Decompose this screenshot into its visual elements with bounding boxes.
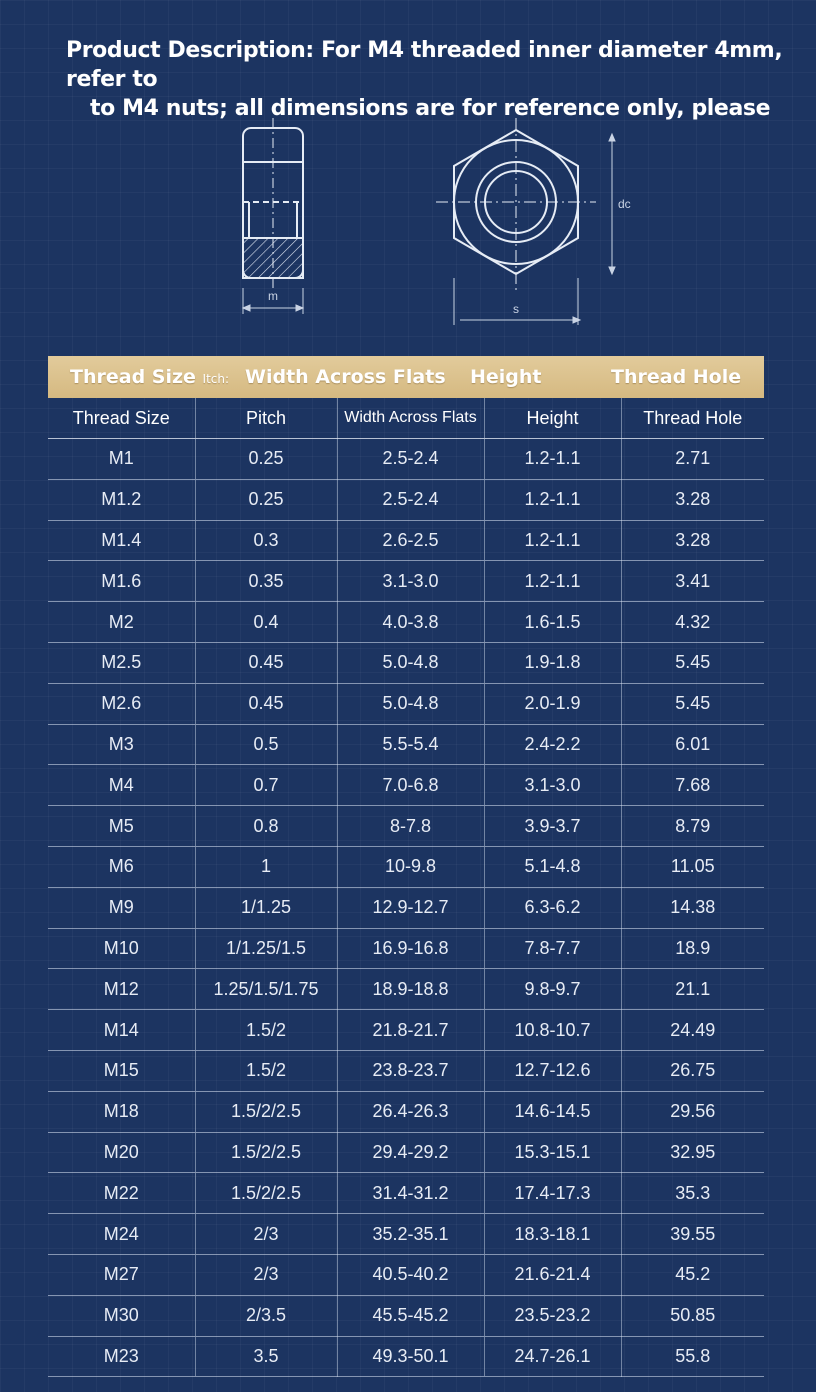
cell-height: 9.8-9.7 — [484, 969, 621, 1010]
diameter-label: dc — [618, 197, 631, 211]
cell-width-across-flats: 5.0-4.8 — [337, 642, 484, 683]
header-width-across-flats: Width Across Flats — [337, 398, 484, 439]
table-row — [48, 1254, 764, 1295]
cell-width-across-flats: 8-7.8 — [337, 806, 484, 847]
header-pitch: Pitch — [195, 398, 337, 439]
cell-height: 23.5-23.2 — [484, 1295, 621, 1336]
table-row — [48, 479, 764, 520]
header-height: Height — [484, 398, 621, 439]
table-row — [48, 765, 764, 806]
cell-pitch: 1/1.25 — [195, 887, 337, 928]
cell-thread-size: M5 — [48, 806, 195, 847]
cell-thread-hole: 5.45 — [621, 642, 764, 683]
cell-thread-hole: 45.2 — [621, 1254, 764, 1295]
cell-pitch: 0.25 — [195, 479, 337, 520]
table-row — [48, 846, 764, 887]
cell-pitch: 1.5/2 — [195, 1010, 337, 1051]
cell-thread-size: M12 — [48, 969, 195, 1010]
cell-height: 7.8-7.7 — [484, 928, 621, 969]
cell-width-across-flats: 29.4-29.2 — [337, 1132, 484, 1173]
cell-height: 17.4-17.3 — [484, 1173, 621, 1214]
cell-height: 1.2-1.1 — [484, 479, 621, 520]
cell-width-across-flats: 26.4-26.3 — [337, 1091, 484, 1132]
table-body — [48, 439, 764, 1377]
table-row — [48, 1050, 764, 1091]
band-thread-size-suffix: Itch: — [202, 372, 230, 386]
cell-thread-size: M2 — [48, 602, 195, 643]
cell-width-across-flats: 16.9-16.8 — [337, 928, 484, 969]
cell-pitch: 0.45 — [195, 683, 337, 724]
band-height: Height — [470, 366, 542, 388]
cell-thread-hole: 14.38 — [621, 887, 764, 928]
cell-thread-hole: 50.85 — [621, 1295, 764, 1336]
table-row — [48, 1295, 764, 1336]
cell-pitch: 2/3 — [195, 1214, 337, 1255]
cell-height: 21.6-21.4 — [484, 1254, 621, 1295]
cell-pitch: 2/3.5 — [195, 1295, 337, 1336]
cell-thread-hole: 7.68 — [621, 765, 764, 806]
cell-pitch: 1.5/2/2.5 — [195, 1173, 337, 1214]
cell-width-across-flats: 18.9-18.8 — [337, 969, 484, 1010]
table-row — [48, 1010, 764, 1051]
cell-width-across-flats: 49.3-50.1 — [337, 1336, 484, 1377]
description-line-1: Product Description: For M4 threaded inner diameter 4mm, refer to — [66, 38, 783, 92]
cell-height: 1.6-1.5 — [484, 602, 621, 643]
cell-thread-size: M2.6 — [48, 683, 195, 724]
cell-thread-hole: 5.45 — [621, 683, 764, 724]
table-row — [48, 602, 764, 643]
cell-thread-hole: 6.01 — [621, 724, 764, 765]
flats-label: s — [513, 302, 519, 316]
table-row — [48, 1173, 764, 1214]
cell-thread-hole: 39.55 — [621, 1214, 764, 1255]
cell-thread-size: M30 — [48, 1295, 195, 1336]
cell-pitch: 0.3 — [195, 520, 337, 561]
cell-pitch: 1 — [195, 846, 337, 887]
cell-thread-size: M3 — [48, 724, 195, 765]
cell-thread-size: M10 — [48, 928, 195, 969]
table-row — [48, 887, 764, 928]
cell-thread-hole: 18.9 — [621, 928, 764, 969]
nut-side-view — [243, 118, 303, 288]
cell-width-across-flats: 7.0-6.8 — [337, 765, 484, 806]
cell-thread-size: M9 — [48, 887, 195, 928]
cell-width-across-flats: 12.9-12.7 — [337, 887, 484, 928]
cell-thread-hole: 21.1 — [621, 969, 764, 1010]
table-row — [48, 1214, 764, 1255]
cell-thread-hole: 3.28 — [621, 520, 764, 561]
band-thread-hole: Thread Hole — [611, 366, 742, 388]
table-row — [48, 561, 764, 602]
cell-thread-size: M6 — [48, 846, 195, 887]
cell-thread-size: M1.6 — [48, 561, 195, 602]
cell-height: 5.1-4.8 — [484, 846, 621, 887]
header-thread-hole: Thread Hole — [621, 398, 764, 439]
cell-width-across-flats: 2.5-2.4 — [337, 439, 484, 480]
cell-width-across-flats: 3.1-3.0 — [337, 561, 484, 602]
cell-thread-size: M24 — [48, 1214, 195, 1255]
table-row — [48, 520, 764, 561]
cell-pitch: 1.5/2/2.5 — [195, 1091, 337, 1132]
table-row — [48, 683, 764, 724]
band-width-across-flats: Width Across Flats — [245, 366, 446, 388]
cell-height: 3.9-3.7 — [484, 806, 621, 847]
cell-pitch: 1/1.25/1.5 — [195, 928, 337, 969]
table-title-band — [48, 356, 764, 398]
cell-width-across-flats: 5.0-4.8 — [337, 683, 484, 724]
technical-drawing — [0, 110, 816, 340]
cell-height: 3.1-3.0 — [484, 765, 621, 806]
cell-pitch: 3.5 — [195, 1336, 337, 1377]
cell-height: 14.6-14.5 — [484, 1091, 621, 1132]
table-row — [48, 969, 764, 1010]
table-row — [48, 1132, 764, 1173]
cell-pitch: 1.5/2 — [195, 1050, 337, 1091]
cell-height: 24.7-26.1 — [484, 1336, 621, 1377]
specification-table — [48, 398, 764, 1377]
cell-thread-size: M22 — [48, 1173, 195, 1214]
cell-thread-size: M1 — [48, 439, 195, 480]
cell-height: 18.3-18.1 — [484, 1214, 621, 1255]
cell-width-across-flats: 2.5-2.4 — [337, 479, 484, 520]
cell-width-across-flats: 21.8-21.7 — [337, 1010, 484, 1051]
cell-height: 2.0-1.9 — [484, 683, 621, 724]
cell-pitch: 0.25 — [195, 439, 337, 480]
cell-width-across-flats: 4.0-3.8 — [337, 602, 484, 643]
description-line-2: to M4 nuts; all dimensions are for reference only, please — [90, 96, 771, 121]
cell-pitch: 0.35 — [195, 561, 337, 602]
cell-height: 1.9-1.8 — [484, 642, 621, 683]
cell-height: 1.2-1.1 — [484, 520, 621, 561]
cell-thread-size: M1.2 — [48, 479, 195, 520]
table-row — [48, 1336, 764, 1377]
cell-width-across-flats: 40.5-40.2 — [337, 1254, 484, 1295]
cell-thread-size: M23 — [48, 1336, 195, 1377]
table-row — [48, 724, 764, 765]
cell-thread-size: M20 — [48, 1132, 195, 1173]
cell-thread-hole: 24.49 — [621, 1010, 764, 1051]
cell-thread-size: M15 — [48, 1050, 195, 1091]
cell-height: 15.3-15.1 — [484, 1132, 621, 1173]
table-row — [48, 439, 764, 480]
cell-thread-hole: 8.79 — [621, 806, 764, 847]
cell-thread-size: M2.5 — [48, 642, 195, 683]
cell-pitch: 1.25/1.5/1.75 — [195, 969, 337, 1010]
cell-pitch: 0.5 — [195, 724, 337, 765]
table-row — [48, 928, 764, 969]
cell-height: 10.8-10.7 — [484, 1010, 621, 1051]
cell-thread-size: M18 — [48, 1091, 195, 1132]
nut-front-view — [436, 118, 596, 290]
cell-pitch: 1.5/2/2.5 — [195, 1132, 337, 1173]
cell-height: 6.3-6.2 — [484, 887, 621, 928]
band-thread-size-text: Thread Size — [70, 366, 196, 388]
cell-height: 1.2-1.1 — [484, 561, 621, 602]
cell-thread-hole: 4.32 — [621, 602, 764, 643]
table-row — [48, 1091, 764, 1132]
cell-thread-size: M14 — [48, 1010, 195, 1051]
cell-pitch: 0.8 — [195, 806, 337, 847]
cell-width-across-flats: 45.5-45.2 — [337, 1295, 484, 1336]
table-header-row — [48, 398, 764, 439]
cell-thread-hole: 26.75 — [621, 1050, 764, 1091]
header-thread-size: Thread Size — [48, 398, 195, 439]
cell-thread-hole: 32.95 — [621, 1132, 764, 1173]
cell-pitch: 0.45 — [195, 642, 337, 683]
cell-height: 12.7-12.6 — [484, 1050, 621, 1091]
cell-width-across-flats: 31.4-31.2 — [337, 1173, 484, 1214]
cell-thread-size: M27 — [48, 1254, 195, 1295]
cell-height: 1.2-1.1 — [484, 439, 621, 480]
cell-thread-hole: 11.05 — [621, 846, 764, 887]
cell-height: 2.4-2.2 — [484, 724, 621, 765]
cell-pitch: 0.4 — [195, 602, 337, 643]
cell-thread-size: M1.4 — [48, 520, 195, 561]
cell-thread-hole: 3.41 — [621, 561, 764, 602]
cell-width-across-flats: 23.8-23.7 — [337, 1050, 484, 1091]
cell-width-across-flats: 10-9.8 — [337, 846, 484, 887]
table-row — [48, 642, 764, 683]
cell-thread-hole: 55.8 — [621, 1336, 764, 1377]
cell-thread-hole: 2.71 — [621, 439, 764, 480]
cell-thread-hole: 29.56 — [621, 1091, 764, 1132]
cell-width-across-flats: 35.2-35.1 — [337, 1214, 484, 1255]
height-label: m — [268, 289, 278, 303]
cell-thread-hole: 35.3 — [621, 1173, 764, 1214]
table-row — [48, 806, 764, 847]
cell-width-across-flats: 5.5-5.4 — [337, 724, 484, 765]
cell-pitch: 0.7 — [195, 765, 337, 806]
band-thread-size — [70, 366, 229, 388]
diameter-dimension — [609, 134, 615, 274]
cell-thread-size: M4 — [48, 765, 195, 806]
cell-pitch: 2/3 — [195, 1254, 337, 1295]
cell-width-across-flats: 2.6-2.5 — [337, 520, 484, 561]
cell-thread-hole: 3.28 — [621, 479, 764, 520]
